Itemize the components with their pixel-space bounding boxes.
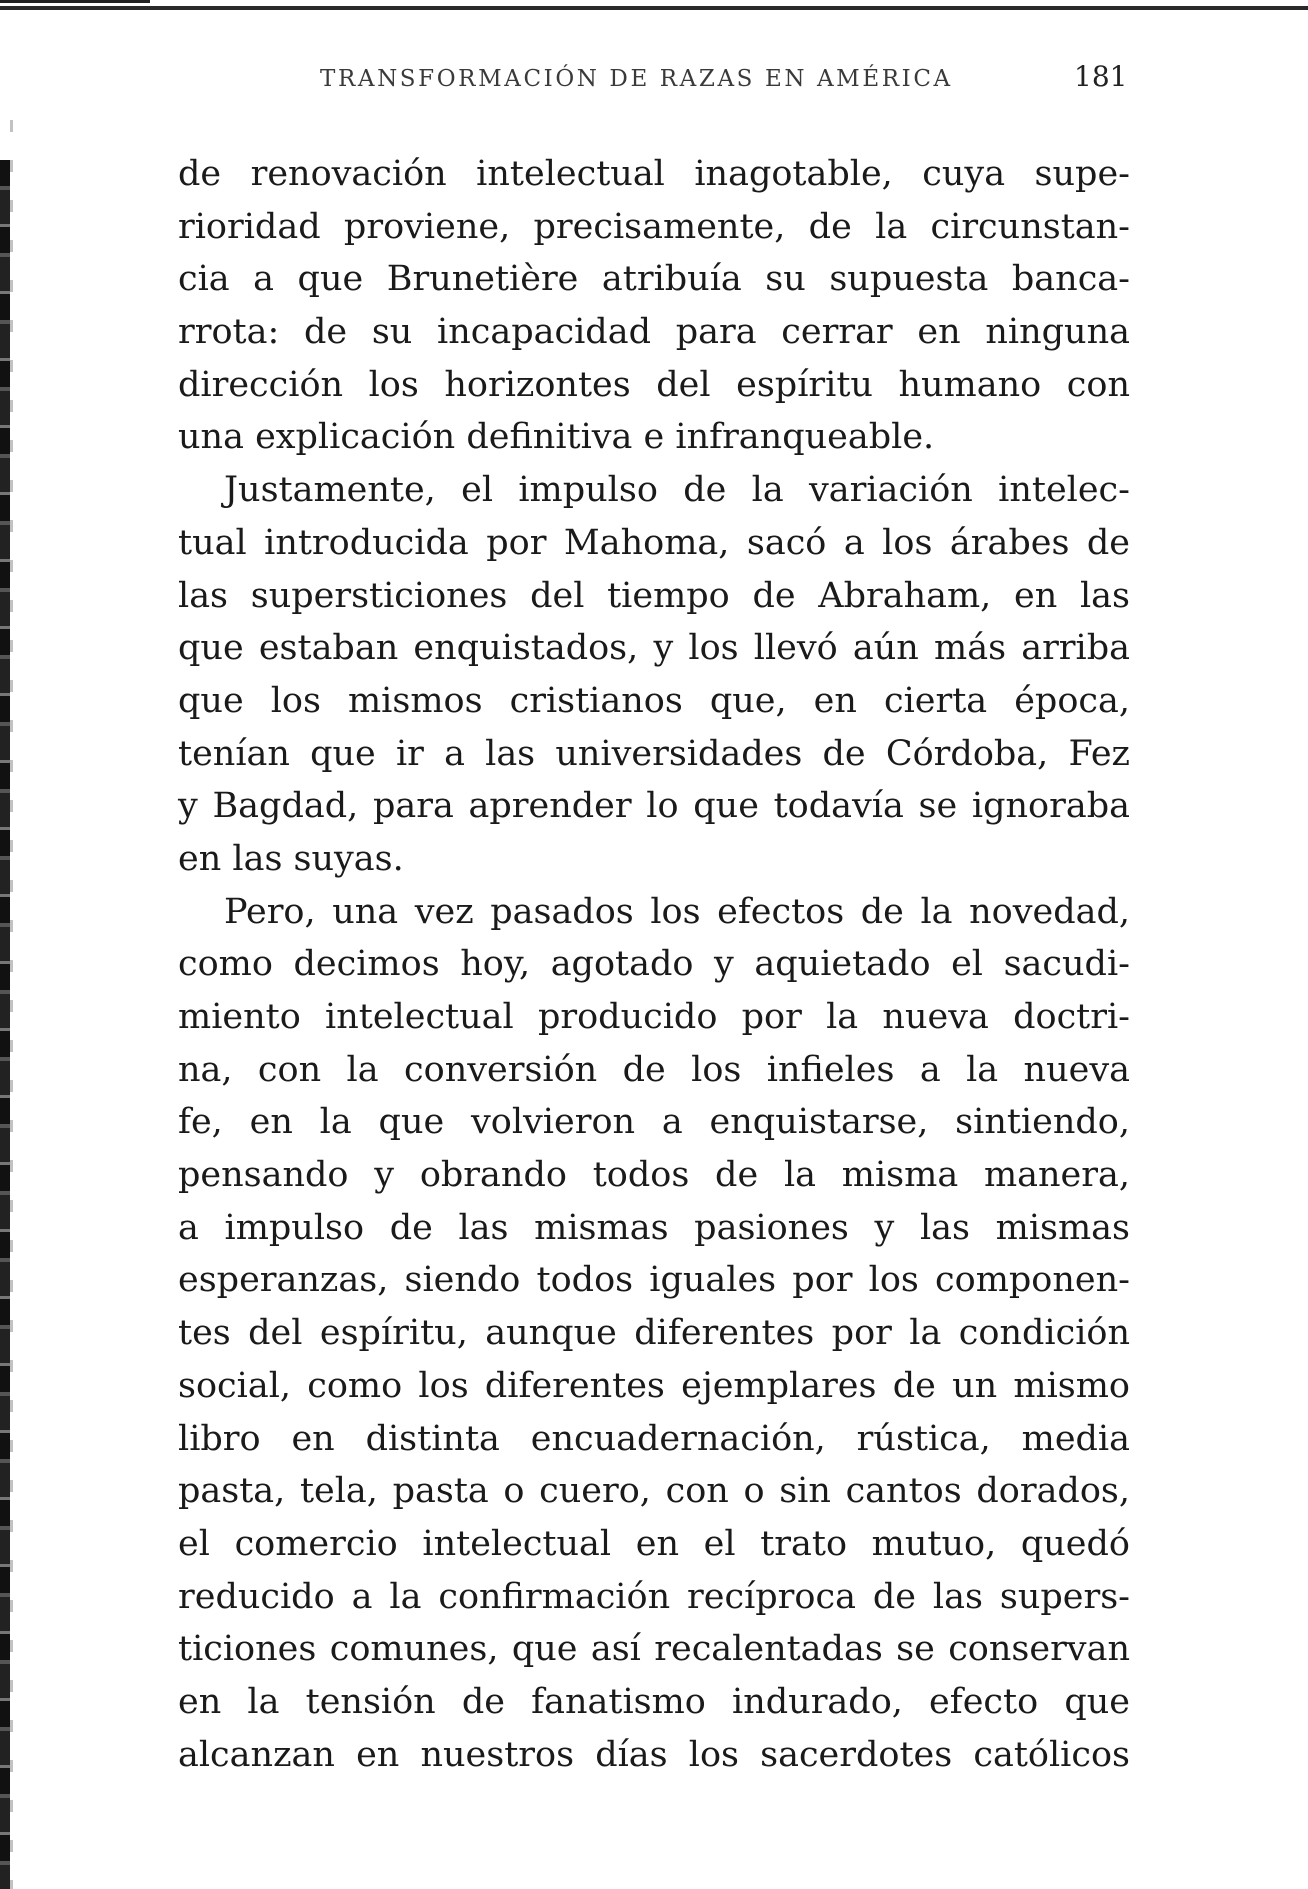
running-head bbox=[0, 60, 1308, 100]
paragraph bbox=[178, 148, 1130, 464]
text-line: y Bagdad, para aprender lo que todavía se ignoraba bbox=[178, 786, 1130, 827]
text-line: libro en distinta encuadernación, rústica, media bbox=[178, 1418, 1130, 1459]
text-line: tes del espíritu, aunque diferentes por la condición bbox=[178, 1313, 1130, 1354]
text-line: Justamente, el impulso de la variación intelec- bbox=[224, 470, 1130, 511]
text-line: miento intelectual producido por la nueva doctri- bbox=[178, 997, 1130, 1037]
scan-binding-highlight bbox=[10, 120, 13, 1889]
text-line: que estaban enquistados, y los llevó aún más arriba bbox=[178, 628, 1130, 669]
text-line: tenían que ir a las universidades de Córdoba, Fez bbox=[178, 733, 1130, 774]
body-text bbox=[178, 148, 1130, 1781]
text-line: pensando y obrando todos de la misma manera, bbox=[178, 1155, 1130, 1196]
scan-binding-shadow bbox=[0, 160, 10, 1889]
paragraph bbox=[178, 886, 1130, 1782]
page-number: 181 bbox=[1074, 60, 1128, 93]
text-line: cia a que Brunetière atribuía su supuesta banca- bbox=[178, 259, 1130, 300]
text-line: en las suyas. bbox=[178, 838, 404, 879]
text-line: tual introducida por Mahoma, sacó a los árabes de bbox=[178, 522, 1130, 563]
text-line: Pero, una vez pasados los efectos de la novedad, bbox=[224, 891, 1130, 932]
text-line: a impulso de las mismas pasiones y las mismas bbox=[178, 1207, 1130, 1248]
text-line: dirección los horizontes del espíritu humano con bbox=[178, 364, 1130, 405]
text-line: alcanzan en nuestros días los sacerdotes católicos bbox=[178, 1734, 1130, 1775]
text-line: pasta, tela, pasta o cuero, con o sin cantos dorados, bbox=[178, 1471, 1130, 1512]
text-line: que los mismos cristianos que, en cierta época, bbox=[178, 680, 1130, 721]
text-line: una explicación definitiva e infranqueable. bbox=[178, 417, 935, 458]
text-line: de renovación intelectual inagotable, cuya supe- bbox=[178, 154, 1130, 194]
text-line: las supersticiones del tiempo de Abraham, en las bbox=[178, 575, 1130, 616]
text-line: na, con la conversión de los infieles a la nueva bbox=[178, 1049, 1130, 1090]
text-line: rrota: de su incapacidad para cerrar en ninguna bbox=[178, 312, 1130, 353]
text-line: en la tensión de fanatismo indurado, efecto que bbox=[178, 1681, 1130, 1722]
text-line: reducido a la confirmación recíproca de las supers- bbox=[178, 1576, 1130, 1617]
scan-top-border bbox=[0, 6, 1308, 10]
text-line: social, como los diferentes ejemplares de un mismo bbox=[178, 1365, 1130, 1406]
text-line: ticiones comunes, que así recalentadas se conservan bbox=[178, 1629, 1130, 1670]
text-line: el comercio intelectual en el trato mutuo, quedó bbox=[178, 1523, 1130, 1564]
paragraph bbox=[178, 464, 1130, 886]
text-line: esperanzas, siendo todos iguales por los componen- bbox=[178, 1260, 1130, 1301]
text-line: rioridad proviene, precisamente, de la circunstan- bbox=[178, 206, 1130, 247]
text-line: fe, en la que volvieron a enquistarse, sintiendo, bbox=[178, 1102, 1130, 1143]
running-title: TRANSFORMACIÓN DE RAZAS EN AMÉRICA bbox=[320, 66, 953, 92]
text-line: como decimos hoy, agotado y aquietado el sacudi- bbox=[178, 944, 1130, 985]
